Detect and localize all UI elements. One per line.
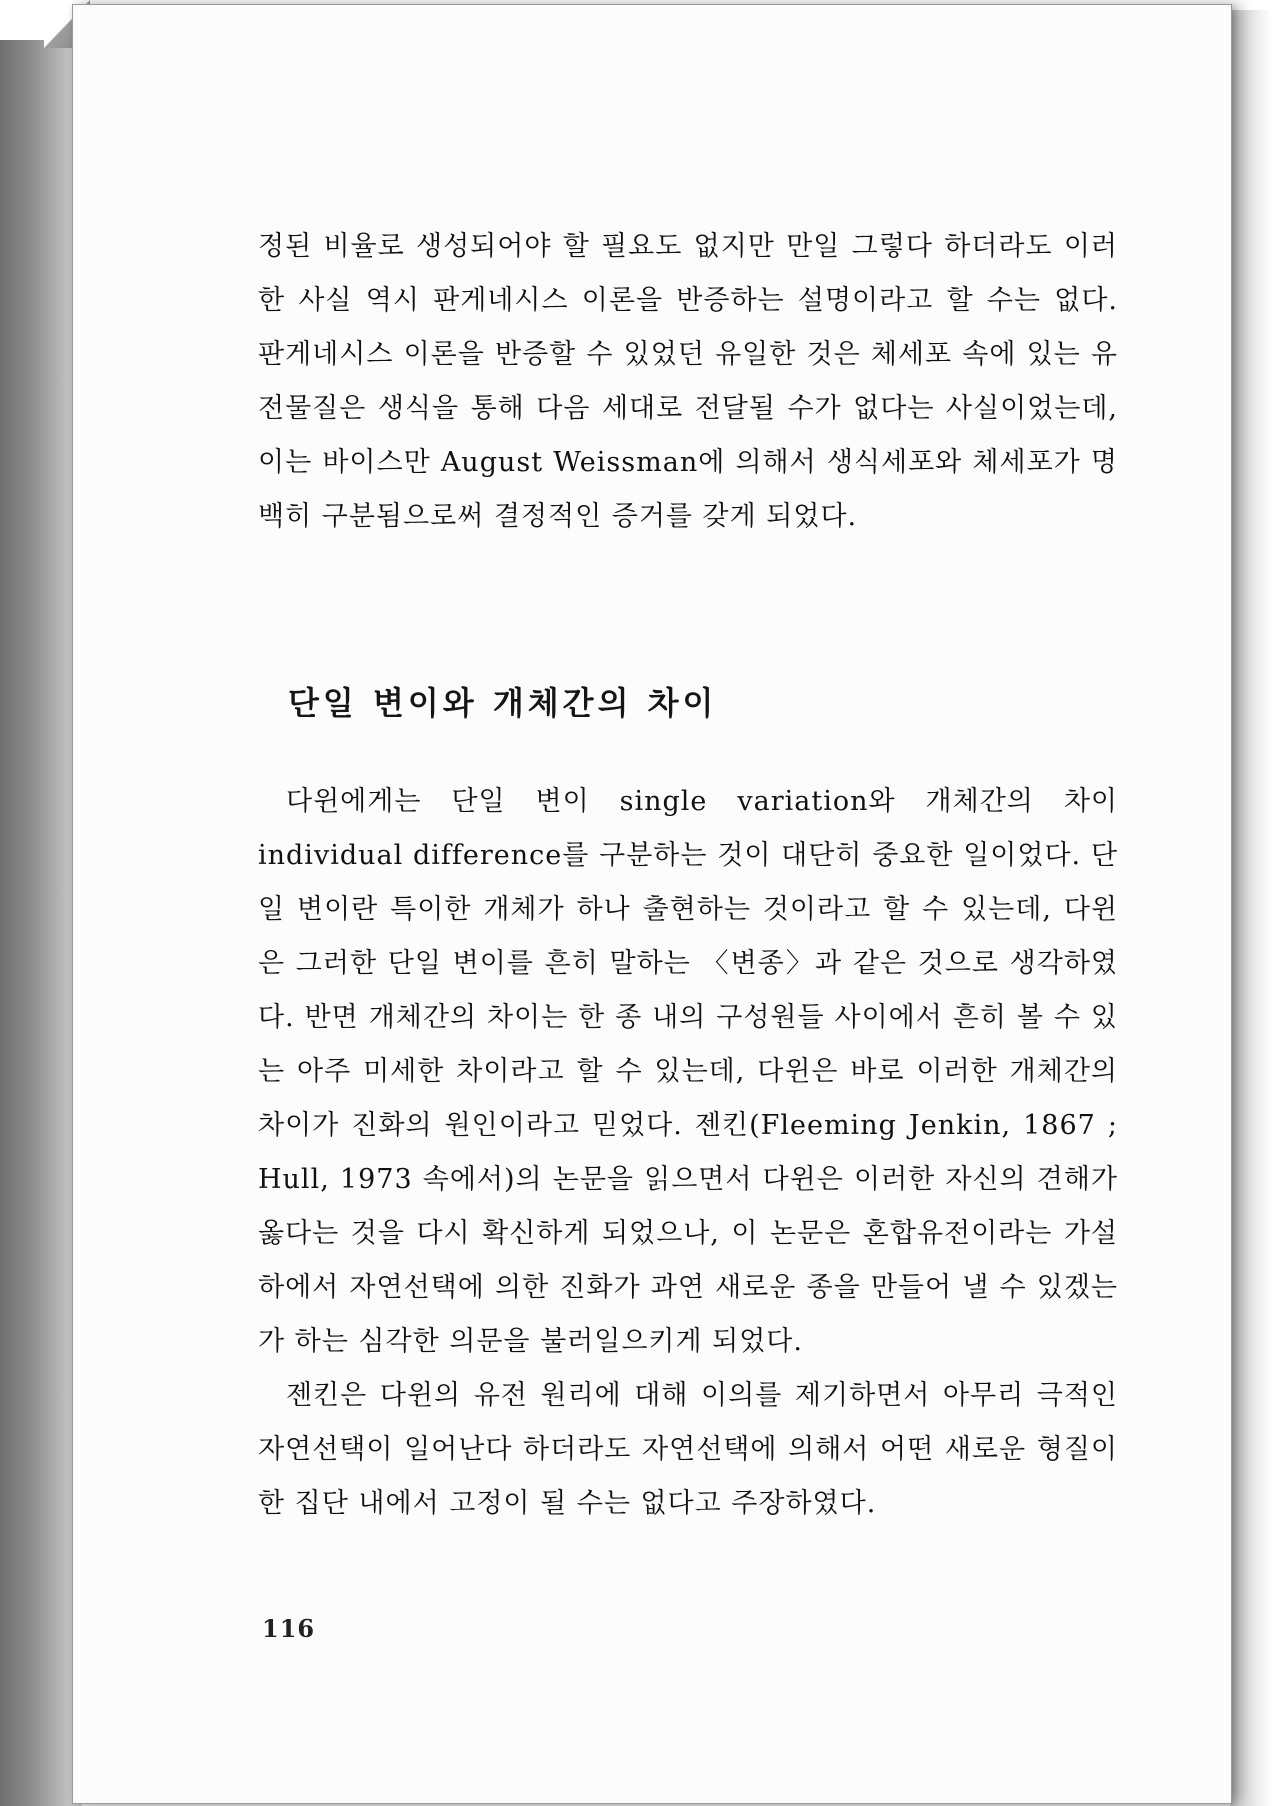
paragraph-1: 정된 비율로 생성되어야 할 필요도 없지만 만일 그렇다 하더라도 이러한 사실 역시 판게네시스 이론을 반증하는 설명이라고 할 수는 없다. 판게네시스 이론을 반증할 수 있었던 유일한 것은 체세포 속에 있는 유전물질은 생식을 통해 다음 세대로 전달될 수가 없다는 사실이었는데, 이는 바이스만 August Weissman에 의해서 생식세포와 체세포가 명백히 구분됨으로써 결정적인 증거를 갖게 되었다. — [258, 231, 1118, 532]
book-spine — [0, 40, 82, 1806]
page-number: 116 — [262, 1614, 316, 1643]
body-text-bottom — [258, 775, 1118, 1531]
section-heading: 단일 변이와 개체간의 차이 — [288, 684, 718, 722]
body-text-top — [258, 220, 1118, 544]
page-shadow — [1230, 10, 1272, 1806]
paragraph-2: 다윈에게는 단일 변이 single variation와 개체간의 차이 individual difference를 구분하는 것이 대단히 중요한 일이었다. 단일 변이란 특이한 개체가 하나 출현하는 것이라고 할 수 있는데, 다윈은 그러한 단일 변이를 흔히 말하는 〈변종〉과 같은 것으로 생각하였다. 반면 개체간의 차이는 한 종 내의 구성원들 사이에서 흔히 볼 수 있는 아주 미세한 차이라고 할 수 있는데, 다윈은 바로 이러한 개체간의 차이가 진화의 원인이라고 믿었다. 젠킨(Fleeming Jenkin, 1867 ; Hull, 1973 속에서)의 논문을 읽으면서 다윈은 이러한 자신의 견해가 옳다는 것을 다시 확신하게 되었으나, 이 논문은 혼합유전이라는 가설 하에서 자연선택에 의한 진화가 과연 새로운 종을 만들어 낼 수 있겠는가 하는 심각한 의문을 불러일으키게 되었다. — [258, 786, 1118, 1357]
paragraph-3: 젠킨은 다윈의 유전 원리에 대해 이의를 제기하면서 아무리 극적인 자연선택이 일어난다 하더라도 자연선택에 의해서 어떤 새로운 형질이 한 집단 내에서 고정이 될 수는 없다고 주장하였다. — [258, 1380, 1118, 1519]
